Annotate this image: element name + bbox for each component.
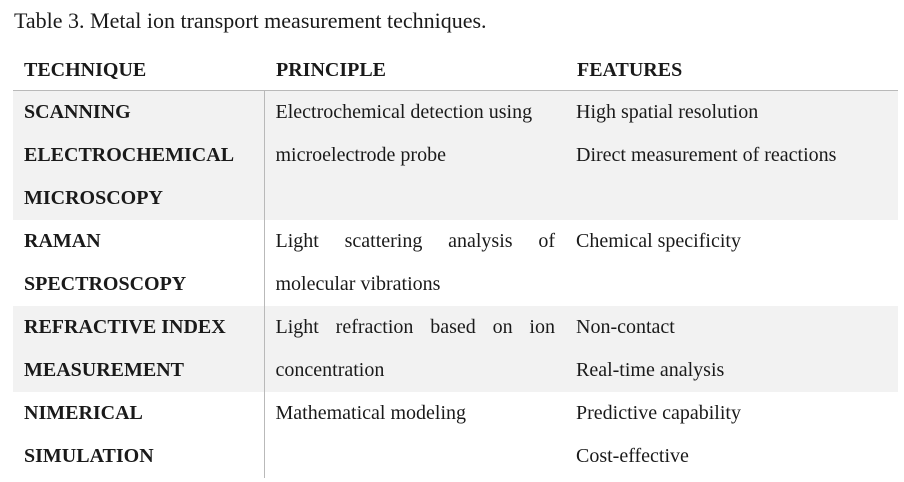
features-cell — [565, 306, 898, 392]
technique-cell — [13, 306, 264, 392]
header-row — [13, 49, 898, 91]
feature-line: Predictive capability — [576, 402, 741, 424]
table-row — [13, 220, 898, 306]
technique-line: RAMAN — [24, 230, 101, 252]
principle-line: Light refraction based on ion — [275, 316, 555, 338]
table-body — [13, 91, 898, 479]
features-cell — [565, 392, 898, 478]
principle-cell — [264, 392, 565, 478]
table-caption: Table 3. Metal ion transport measurement techniques. — [14, 8, 487, 33]
technique-line: REFRACTIVE INDEX — [24, 316, 226, 338]
feature-line: Chemical specificity — [576, 230, 741, 252]
feature-line: Direct measurement of reactions — [576, 144, 837, 166]
principle-line: molecular vibrations — [275, 273, 441, 295]
technique-line: MICROSCOPY — [24, 187, 163, 209]
technique-cell — [13, 91, 264, 221]
features-cell — [565, 91, 898, 221]
feature-line: Cost-effective — [576, 445, 689, 467]
table-header — [13, 49, 898, 91]
principle-line: concentration — [275, 359, 385, 381]
feature-line: Non-contact — [576, 316, 675, 338]
technique-cell — [13, 220, 264, 306]
table-row — [13, 306, 898, 392]
feature-line: Real-time analysis — [576, 359, 725, 381]
technique-line: NIMERICAL — [24, 402, 143, 424]
table-row — [13, 392, 898, 478]
header-principle: PRINCIPLE — [264, 49, 565, 91]
features-cell — [565, 220, 898, 306]
principle-line: microelectrode probe — [275, 144, 446, 166]
technique-line: SIMULATION — [24, 445, 154, 467]
header-technique: TECHNIQUE — [13, 49, 264, 91]
principle-cell — [264, 91, 565, 221]
technique-line: ELECTROCHEMICAL — [24, 144, 235, 166]
technique-line: MEASUREMENT — [24, 359, 185, 381]
technique-line: SCANNING — [24, 101, 131, 123]
techniques-table — [13, 49, 898, 478]
principle-line: Light scattering analysis of — [275, 230, 555, 252]
header-features: FEATURES — [565, 49, 898, 91]
feature-line: High spatial resolution — [576, 101, 759, 123]
principle-cell — [264, 306, 565, 392]
principle-cell — [264, 220, 565, 306]
technique-line: SPECTROSCOPY — [24, 273, 187, 295]
principle-line: Mathematical modeling — [275, 402, 466, 424]
principle-line: Electrochemical detection using — [275, 101, 533, 123]
table-row — [13, 91, 898, 221]
technique-cell — [13, 392, 264, 478]
